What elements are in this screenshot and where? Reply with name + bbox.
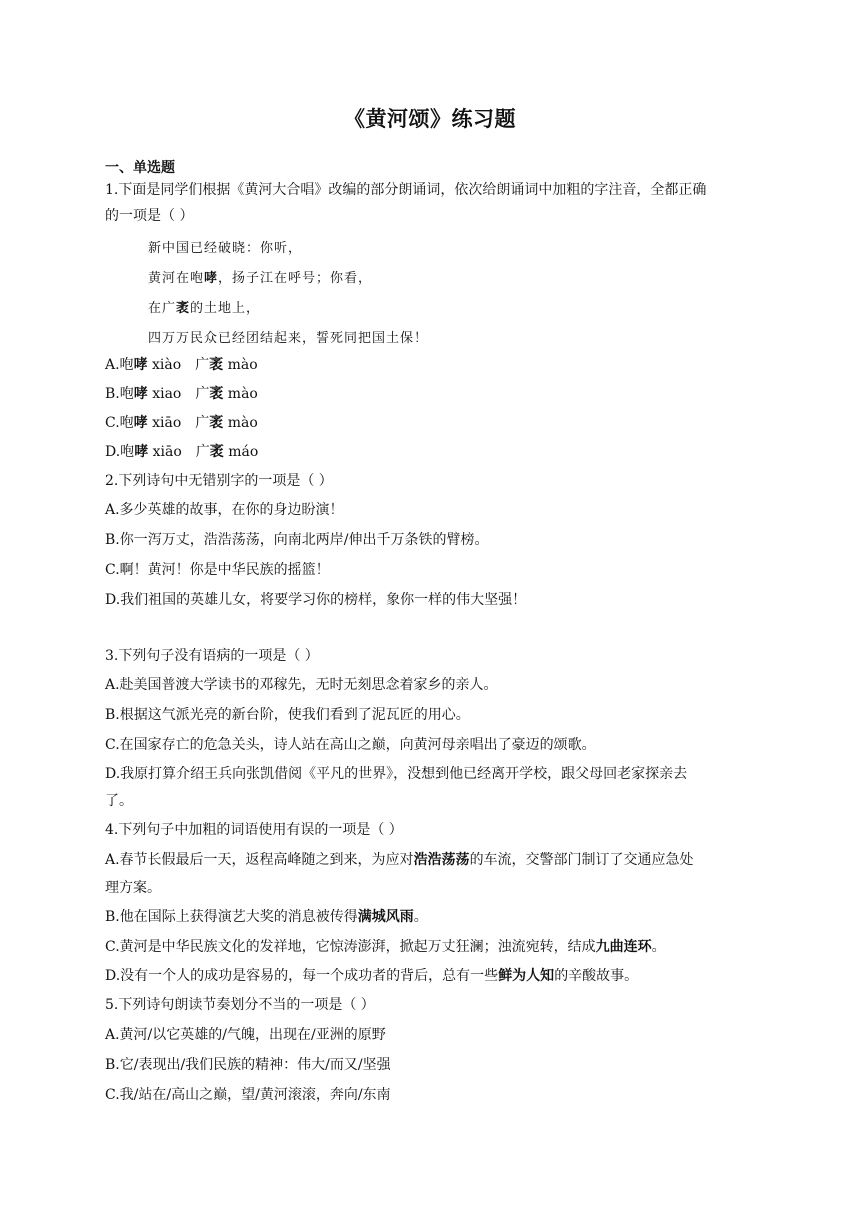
q1-verse-line4: 四万万民众已经团结起来，誓死同把国土保！: [148, 331, 429, 346]
q4-stem: 4.下列句子中加粗的词语使用有误的一项是（ ）: [105, 822, 403, 838]
q5-option-a: A.黄河/以它英雄的/气魄，出现在/亚洲的原野: [105, 1027, 386, 1043]
q3-option-a: A.赴美国普渡大学读书的邓稼先，无时无刻思念着家乡的亲人。: [105, 677, 498, 693]
bold-char-xiao: 哮: [204, 271, 219, 286]
q1-verse-line3: 在广袤的土地上，: [148, 301, 261, 316]
q1-option-c: C.咆哮 xiāo 广袤 mào: [105, 415, 258, 431]
q4-option-c: C.黄河是中华民族文化的发祥地，它惊涛澎湃，掀起万丈狂澜；浊流宛转，结成九曲连环。: [105, 939, 666, 955]
q4-option-d: D.没有一个人的成功是容易的，每一个成功者的背后，总有一些鲜为人知的辛酸故事。: [105, 968, 639, 984]
bold-phrase: 浩浩荡荡: [413, 852, 470, 868]
bold-phrase: 九曲连环: [595, 939, 652, 955]
bold-phrase: 鲜为人知: [498, 968, 555, 984]
q1-option-d: D.咆哮 xiāo 广袤 máo: [105, 444, 259, 460]
q3-option-b: B.根据这气派光亮的新台阶，使我们看到了泥瓦匠的用心。: [105, 707, 470, 723]
q5-option-b: B.它/表现出/我们民族的精神：伟大/而又/坚强: [105, 1057, 391, 1073]
bold-phrase: 满城风雨: [357, 909, 414, 925]
section-heading: 一、单选题: [105, 160, 175, 176]
q4-option-b: B.他在国际上获得演艺大奖的消息被传得满城风雨。: [105, 909, 428, 925]
q2-option-b: B.你一泻万丈，浩浩荡荡，向南北两岸/伸出千万条铁的臂榜。: [105, 532, 489, 548]
bold-char-mao: 袤: [176, 301, 191, 316]
q3-option-d-line1: D.我原打算介绍王兵向张凯借阅《平凡的世界》，没想到他已经离开学校，跟父母回老家探亲去: [105, 766, 688, 782]
q2-option-c: C.啊！黄河！你是中华民族的摇篮！: [105, 562, 330, 578]
page-title: 《黄河颂》练习题: [344, 106, 516, 131]
q5-stem: 5.下列诗句朗读节奏划分不当的一项是（ ）: [105, 997, 375, 1013]
q4-option-a-line1: A.春节长假最后一天，返程高峰随之到来，为应对浩浩荡荡的车流，交警部门制订了交通应急处: [105, 852, 694, 868]
q1-stem-line1: 1.下面是同学们根据《黄河大合唱》改编的部分朗诵词，依次给朗诵词中加粗的字注音，全都正确: [105, 182, 707, 198]
q1-stem-line2: 的一项是（ ）: [105, 208, 194, 224]
q1-verse-line1: 新中国已经破晓：你听，: [148, 241, 303, 256]
q5-option-c: C.我/站在/高山之巅，望/黄河滚滚，奔向/东南: [105, 1087, 391, 1103]
q3-option-c: C.在国家存亡的危急关头，诗人站在高山之巅，向黄河母亲唱出了豪迈的颂歌。: [105, 737, 596, 753]
q1-verse-line2: 黄河在咆哮，扬子江在呼号；你看，: [148, 271, 373, 286]
q2-option-d: D.我们祖国的英雄儿女，将要学习你的榜样，象你一样的伟大坚强！: [105, 592, 527, 608]
q1-option-a: A.咆哮 xiào 广袤 mào: [105, 357, 258, 373]
q2-option-a: A.多少英雄的故事，在你的身边盼演！: [105, 502, 344, 518]
q1-option-b: B.咆哮 xiao 广袤 mào: [105, 386, 258, 402]
q4-option-a-line2: 理方案。: [105, 880, 161, 896]
q3-stem: 3.下列句子没有语病的一项是（ ）: [105, 648, 319, 664]
q3-option-d-line2: 了。: [105, 793, 133, 809]
q2-stem: 2.下列诗句中无错别字的一项是（ ）: [105, 473, 333, 489]
